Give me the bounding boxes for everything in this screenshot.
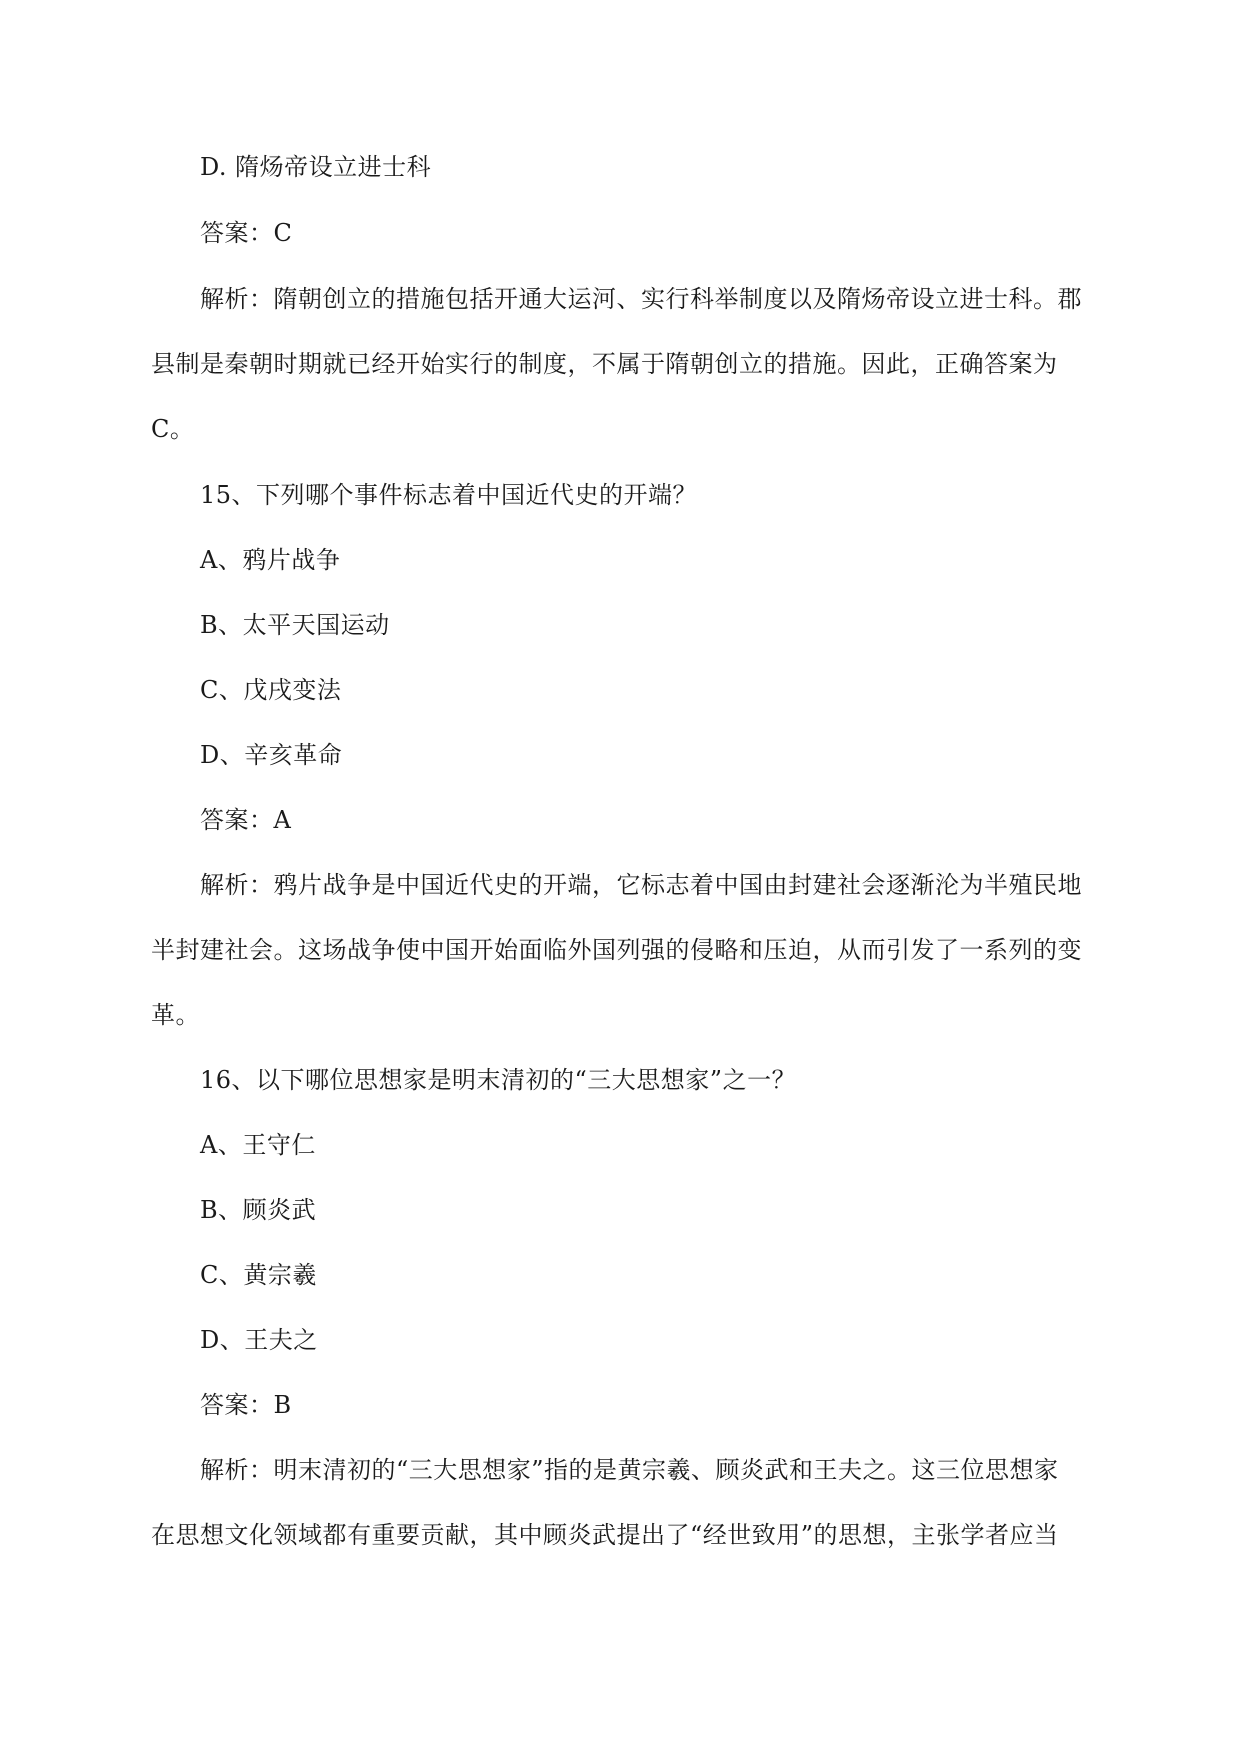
q15-option-b: B、太平天国运动: [200, 611, 390, 639]
prev-analysis-line-1: 解析：隋朝创立的措施包括开通大运河、实行科举制度以及隋炀帝设立进士科。郡: [200, 285, 1082, 313]
q15-analysis-line-2: 半封建社会。这场战争使中国开始面临外国列强的侵略和压迫，从而引发了一系列的变: [151, 936, 1082, 964]
prev-option-d: D. 隋炀帝设立进士科: [200, 153, 432, 181]
q15-answer: 答案：A: [200, 806, 292, 834]
q15-question: 15、下列哪个事件标志着中国近代史的开端？: [200, 481, 698, 509]
q16-option-b: B、顾炎武: [200, 1196, 317, 1224]
q15-option-c: C、戊戌变法: [200, 676, 342, 704]
prev-answer: 答案：C: [200, 219, 293, 247]
prev-analysis-line-3: C。: [151, 415, 195, 443]
q16-option-c: C、黄宗羲: [200, 1261, 317, 1289]
prev-analysis-line-2: 县制是秦朝时期就已经开始实行的制度，不属于隋朝创立的措施。因此，正确答案为: [151, 350, 1058, 378]
q16-analysis-line-1: 解析：明末清初的“三大思想家”指的是黄宗羲、顾炎武和王夫之。这三位思想家: [200, 1456, 1059, 1484]
q15-analysis-line-3: 革。: [151, 1001, 200, 1029]
q16-option-d: D、王夫之: [200, 1326, 318, 1354]
q16-option-a: A、王守仁: [200, 1131, 316, 1159]
q16-analysis-line-2: 在思想文化领域都有重要贡献，其中顾炎武提出了“经世致用”的思想，主张学者应当: [151, 1521, 1059, 1549]
q16-answer: 答案：B: [200, 1391, 292, 1419]
q15-option-d: D、辛亥革命: [200, 741, 343, 769]
q16-question: 16、以下哪位思想家是明末清初的“三大思想家”之一？: [200, 1066, 797, 1094]
q15-analysis-line-1: 解析：鸦片战争是中国近代史的开端，它标志着中国由封建社会逐渐沦为半殖民地: [200, 871, 1082, 899]
q15-option-a: A、鸦片战争: [200, 546, 341, 574]
